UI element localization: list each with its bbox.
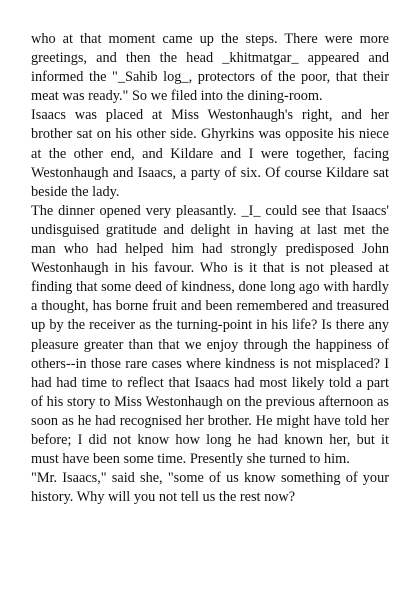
document-page: [31, 30, 389, 578]
paragraph-dinner: The dinner opened very pleasantly. _I_ could see that Isaacs' undisguised gratitude and delight in having at last met the man who had helped him had strongly predisposed John Westonhaugh in his favour. Who is it that is not pleased at finding that some deed of kindness, done long ago with hardly a thought, has borne fruit and been remembered and treasured up by the receiver as the turning-point in his life? Is there any pleasure greater than that we enjoy through the happiness of others--in those rare cases where kindness is not misplaced? I had had time to reflect that Isaacs had most likely told a part of his story to Miss Westonhaugh on the previous afternoon as soon as he had recognised her brother. He might have told her before; I did not know how long he had known her, but it must have been some time. Presently she turned to him.: [31, 202, 389, 468]
paragraph-question: "Mr. Isaacs," said she, "some of us know something of your history. Why will you not tell us the rest now?: [31, 470, 389, 506]
paragraph-arrival: who at that moment came up the steps. There were more greetings, and then the head _khitmatgar_ appeared and informed the "_Sahib log_, protectors of the poor, that their meat was ready." So we filed into the dining-room.: [31, 31, 389, 105]
paragraph-seating: Isaacs was placed at Miss Westonhaugh's right, and her brother sat on his other side. Ghyrkins was opposite his niece at the other end, and Kildare and I were together, facing Westonhaugh and Isaacs, a party of six. Of course Kildare sat beside the lady.: [31, 107, 389, 200]
